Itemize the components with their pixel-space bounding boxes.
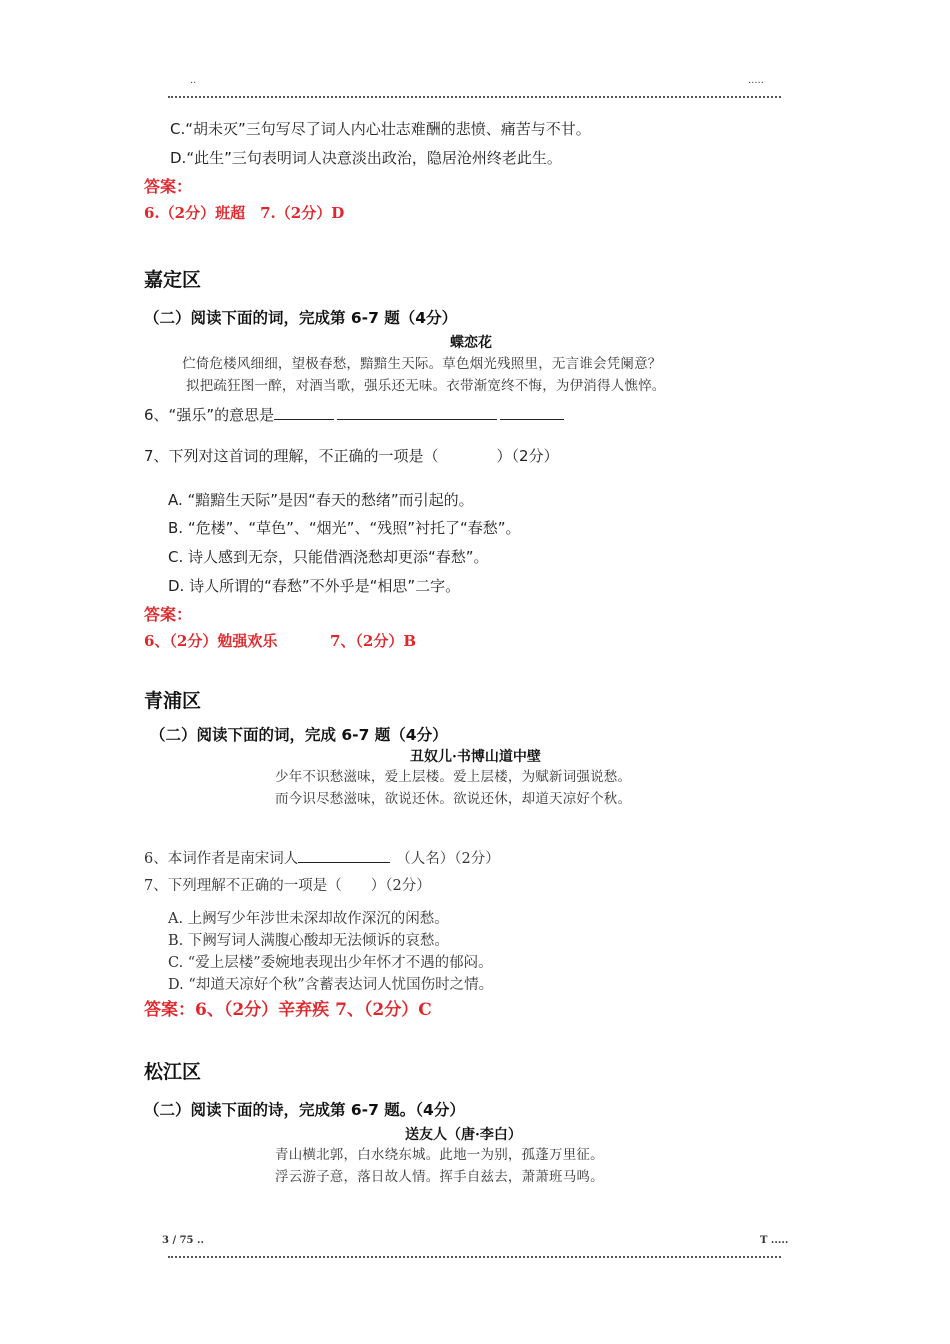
question-6 xyxy=(144,405,564,423)
page-number: 3 / 75 .. xyxy=(162,1235,204,1246)
district-heading-qingpu: 青浦区 xyxy=(144,690,202,712)
option-c: C. “爱上层楼”委婉地表现出少年怀才不遇的郁闷。 xyxy=(168,955,493,971)
question-7-prefix: 7、下列对这首词的理解，不正确的一项是（ xyxy=(144,447,439,465)
option-d: D. “却道天凉好个秋”含蓄表达词人忧国伤时之情。 xyxy=(168,977,494,993)
question-6-text: 6、“强乐”的意思是 xyxy=(144,406,275,424)
poem-line: 浮云游子意，落日故人情。挥手自兹去，萧萧班马鸣。 xyxy=(275,1169,604,1185)
section-title: （二）阅读下面的诗，完成第 6-7 题。（4分） xyxy=(144,1101,465,1119)
question-6-prefix: 6、本词作者是南宋词人 xyxy=(144,851,299,867)
option-d: D. 诗人所谓的“春愁”不外乎是“相思”二字。 xyxy=(168,577,461,595)
question-6 xyxy=(144,848,500,867)
answer-blank[interactable] xyxy=(337,405,497,420)
poem-title: 丑奴儿·书博山道中壁 xyxy=(410,749,541,765)
option-c: C. 诗人感到无奈，只能借酒浇愁却更添“春愁”。 xyxy=(168,548,489,566)
question-7: 7、下列理解不正确的一项是（ ）（2分） xyxy=(144,878,431,894)
poem-line: 而今识尽愁滋味，欲说还休。欲说还休，却道天凉好个秋。 xyxy=(275,791,632,807)
answer-text: 答案：6、（2分）辛弃疾 7、（2分）C xyxy=(144,1000,432,1020)
option-d: D.“此生”三句表明词人决意淡出政治，隐居沧州终老此生。 xyxy=(170,149,562,167)
option-b: B. “危楼”、“草色”、“烟光”、“残照”衬托了“春愁”。 xyxy=(168,519,521,537)
header-rule xyxy=(168,96,781,98)
section-title: （二）阅读下面的词，完成第 6-7 题（4分） xyxy=(144,309,458,327)
answer-label: 答案： xyxy=(144,177,193,196)
footer-right-mark: T ..... xyxy=(760,1235,789,1246)
answer-blank[interactable] xyxy=(274,405,334,420)
section-title: （二）阅读下面的词，完成 6-7 题（4分） xyxy=(150,726,448,744)
district-heading-songjiang: 松江区 xyxy=(144,1061,202,1083)
answer-text-7: 7、（2分）B xyxy=(330,632,417,650)
poem-line: 青山横北郭，白水绕东城。此地一为别，孤蓬万里征。 xyxy=(275,1147,604,1163)
poem-title: 蝶恋花 xyxy=(450,335,492,351)
poem-line: 伫倚危楼风细细，望极春愁，黯黯生天际。草色烟光残照里，无言谁会凭阑意？ xyxy=(182,356,662,372)
footer-rule xyxy=(168,1256,781,1258)
answer-blank[interactable] xyxy=(298,848,390,863)
option-c: C.“胡未灭”三句写尽了词人内心壮志难酬的悲愤、痛苦与不甘。 xyxy=(170,120,591,138)
header-right-mark: ..... xyxy=(748,75,764,86)
option-a: A. “黯黯生天际”是因“春天的愁绪”而引起的。 xyxy=(168,491,474,509)
question-7 xyxy=(144,449,559,464)
answer-text-6: 6、（2分）勉强欢乐 xyxy=(144,632,278,650)
answer-blank[interactable] xyxy=(500,405,564,420)
poem-line: 少年不识愁滋味，爱上层楼。爱上层楼，为赋新词强说愁。 xyxy=(275,769,632,785)
question-7-suffix: ）（2分） xyxy=(496,447,559,465)
option-b: B. 下阙写词人满腹心酸却无法倾诉的哀愁。 xyxy=(168,933,449,949)
header-left-mark: .. xyxy=(190,75,197,86)
answer-label: 答案： xyxy=(144,605,193,624)
option-a: A. 上阙写少年涉世未深却故作深沉的闲愁。 xyxy=(168,911,449,927)
district-heading-jiading: 嘉定区 xyxy=(144,269,202,291)
answer-text: 6.（2分）班超 7.（2分）D xyxy=(144,204,345,222)
poem-title: 送友人（唐·李白） xyxy=(405,1127,522,1143)
poem-line: 拟把疏狂图一醉，对酒当歌，强乐还无味。衣带渐宽终不悔，为伊消得人憔悴。 xyxy=(186,378,666,394)
question-6-suffix: （人名）（2分） xyxy=(396,851,500,867)
